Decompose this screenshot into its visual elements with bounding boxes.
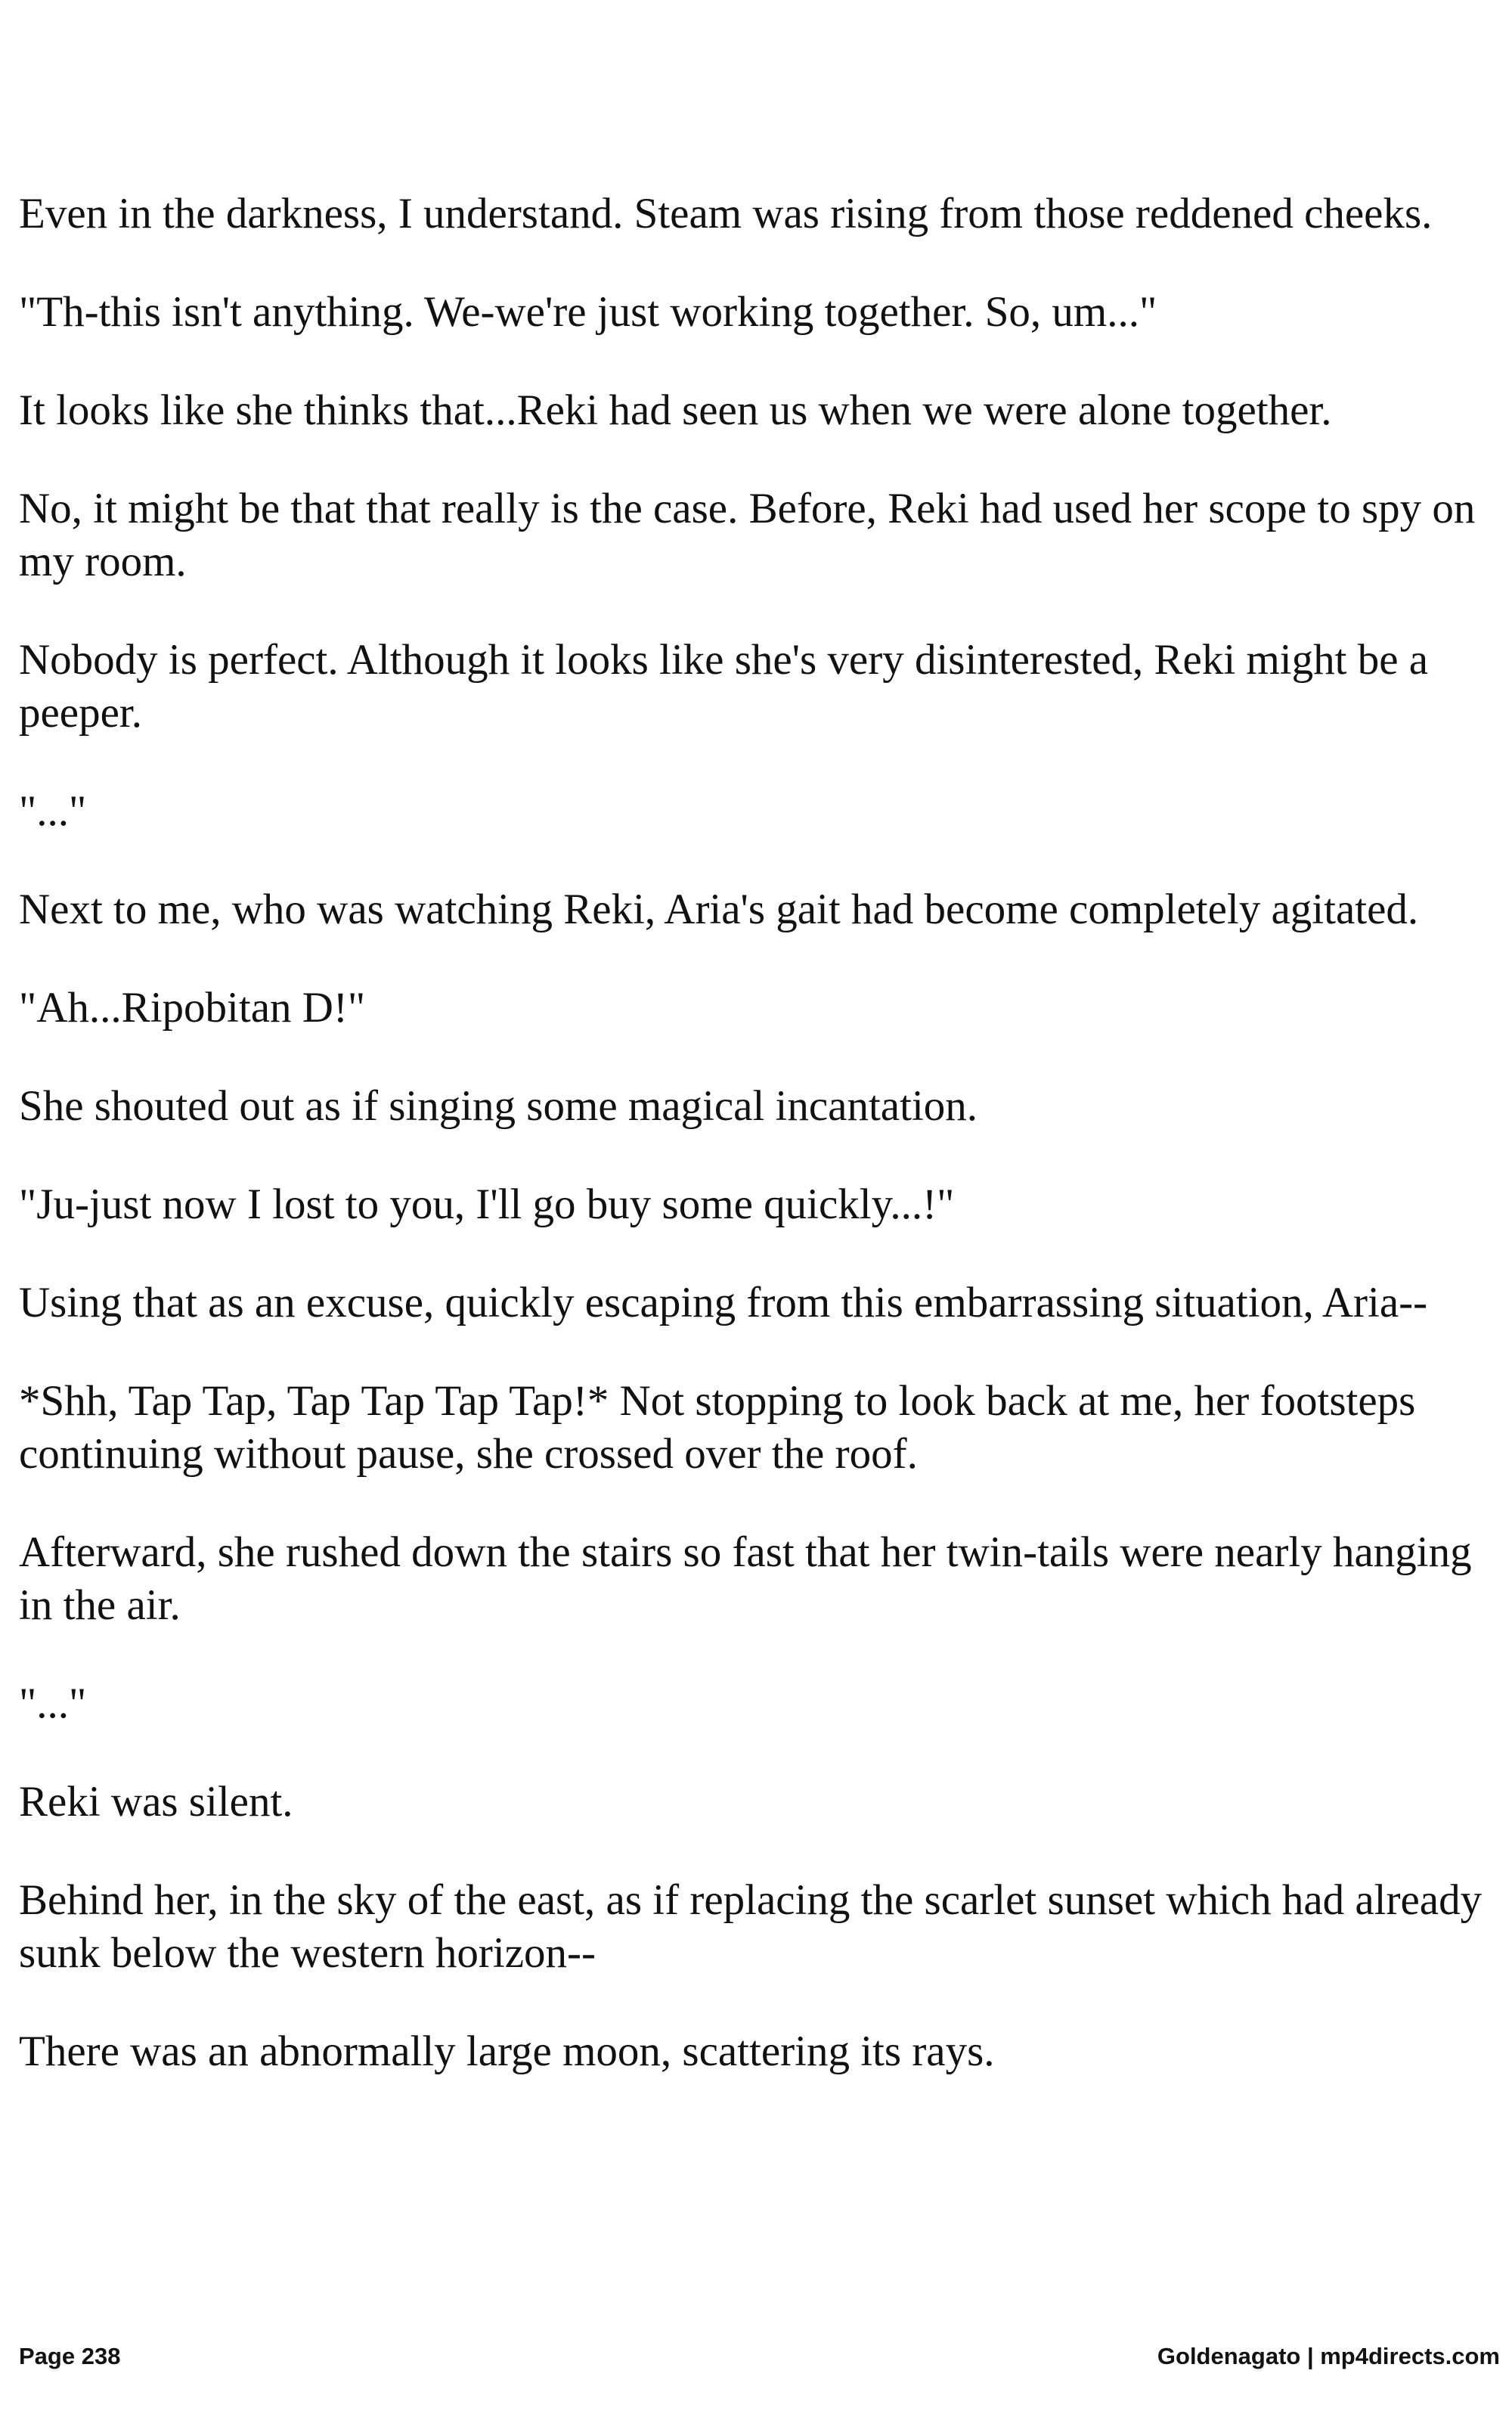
paragraph: *Shh, Tap Tap, Tap Tap Tap Tap!* Not stopping to look back at me, her footsteps continuing without pause, she crossed over the roof. [19, 1377, 1416, 1478]
paragraph: Using that as an excuse, quickly escaping from this embarrassing situation, Aria-- [19, 1279, 1428, 1326]
paragraph: Nobody is perfect. Although it looks like she's very disinterested, Reki might be a peeper. [19, 636, 1429, 737]
paragraph: "..." [19, 787, 87, 835]
paragraph: No, it might be that that really is the case. Before, Reki had used her scope to spy on my room. [19, 485, 1476, 585]
paragraph: Reki was silent. [19, 1778, 293, 1826]
page-body [19, 188, 1501, 2124]
paragraph: "Th-this isn't anything. We-we're just working together. So, um..." [19, 288, 1157, 336]
paragraph: "..." [19, 1680, 87, 1727]
paragraph: "Ju-just now I lost to you, I'll go buy some quickly...!" [19, 1181, 955, 1228]
paragraph: Even in the darkness, I understand. Steam was rising from those reddened cheeks. [19, 190, 1433, 237]
paragraph: She shouted out as if singing some magical incantation. [19, 1082, 978, 1130]
paragraph: Behind her, in the sky of the east, as if replacing the scarlet sunset which had already sunk below the western horizon-- [19, 1876, 1483, 1977]
paragraph: It looks like she thinks that...Reki had seen us when we were alone together. [19, 386, 1332, 434]
page-number: Page 238 [19, 2343, 121, 2369]
paragraph: There was an abnormally large moon, scattering its rays. [19, 2028, 995, 2075]
paragraph: "Ah...Ripobitan D!" [19, 984, 366, 1032]
paragraph: Next to me, who was watching Reki, Aria's gait had become completely agitated. [19, 886, 1419, 933]
paragraph: Afterward, she rushed down the stairs so fast that her twin-tails were nearly hanging in the air. [19, 1528, 1472, 1629]
footer-credit: Goldenagato | mp4directs.com [1157, 2343, 1500, 2369]
